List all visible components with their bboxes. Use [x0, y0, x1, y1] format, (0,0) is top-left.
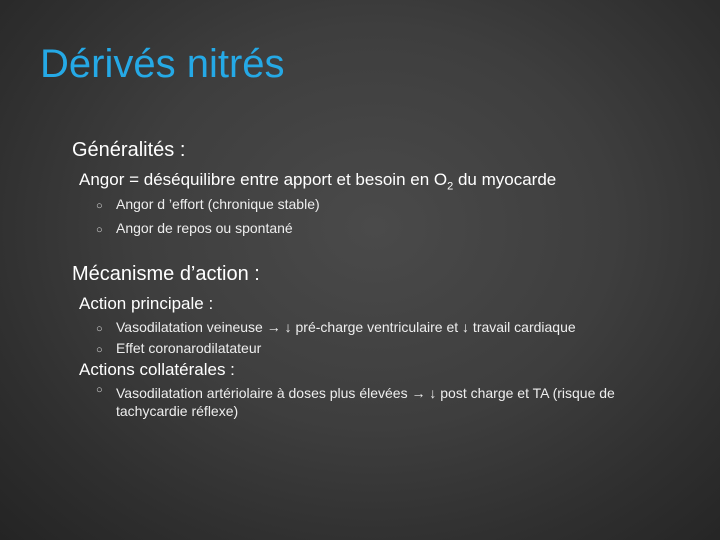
subitem-text: Vasodilatation veineuse → ↓ pré-charge ventriculaire et ↓ travail cardiaque: [116, 319, 576, 335]
actions-collaterales-text: Actions collatérales :: [79, 360, 235, 379]
list-item: [96, 384, 636, 420]
list-item: [96, 340, 261, 356]
angor-definition-text: Angor = déséquilibre entre apport et besoin en O: [79, 170, 448, 189]
angor-definition-text-end: du myocarde: [453, 170, 557, 189]
circle-bullet-icon: ○: [96, 200, 103, 212]
list-item: [96, 220, 293, 236]
subitem-text: Angor de repos ou spontané: [116, 220, 293, 236]
list-item-actions-collaterales: [76, 360, 235, 380]
section-heading-mecanisme: Mécanisme d’action :: [72, 263, 260, 285]
o2-subscript: 2: [447, 180, 454, 193]
action-principale-text: Action principale :: [79, 294, 214, 313]
list-item: [96, 319, 576, 335]
subitem-text: Effet coronarodilatateur: [116, 340, 262, 356]
circle-bullet-icon: ○: [96, 384, 103, 396]
list-item-action-principale: [76, 294, 213, 314]
subitem-text: Vasodilatation artériolaire à doses plus élevées → ↓ post charge et TA (risque de tachycardie réflexe): [116, 385, 615, 419]
slide-title: Dérivés nitrés: [40, 42, 285, 86]
section-heading-generalites: Généralités :: [72, 139, 186, 161]
circle-bullet-icon: ○: [96, 344, 103, 356]
circle-bullet-icon: ○: [96, 323, 103, 335]
circle-bullet-icon: ○: [96, 224, 103, 236]
subitem-text: Angor d ’effort (chronique stable): [116, 196, 320, 212]
list-item: [96, 196, 320, 212]
list-item-angor-definition: [76, 170, 556, 192]
